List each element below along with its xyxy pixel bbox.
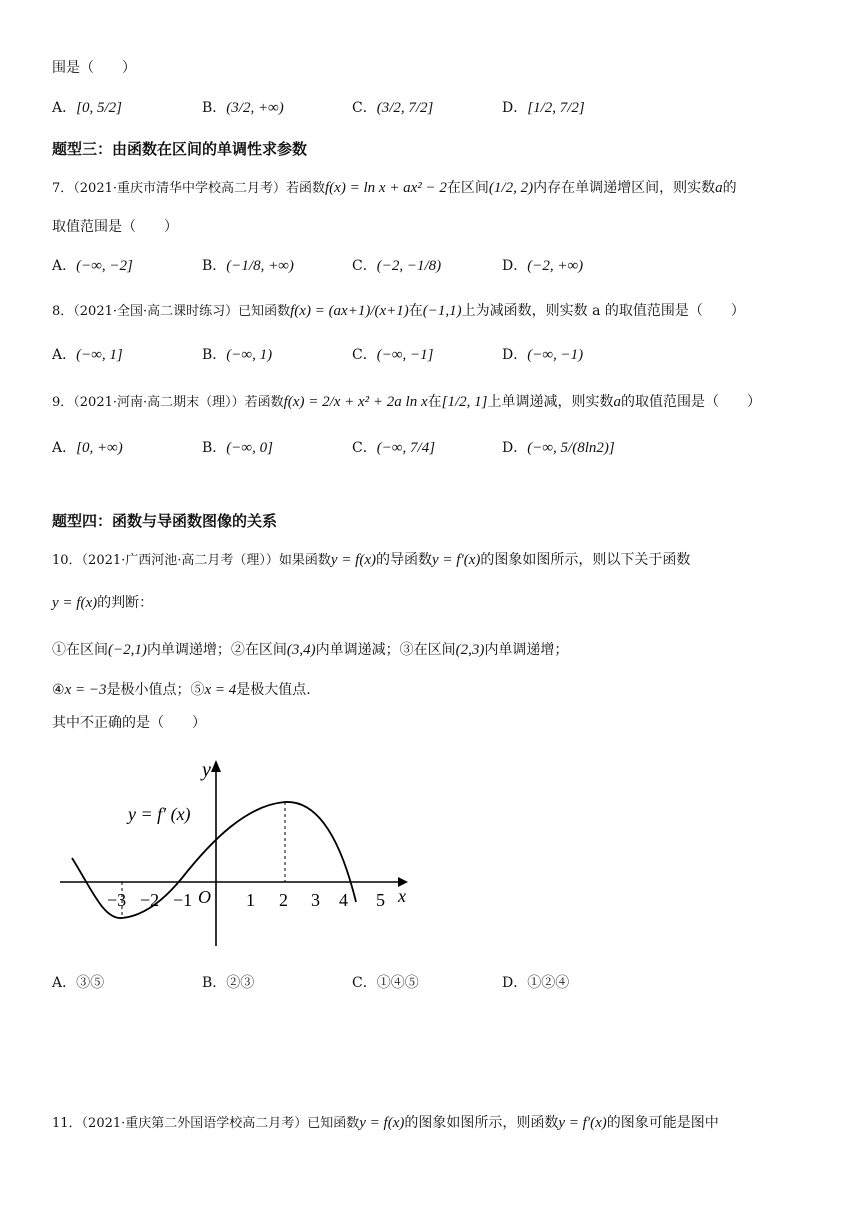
q8-stem: 8．（2021·全国·高二课时练习）已知函数f(x) = (ax+1)/(x+1)在(−1,1)上为减函数，则实数 a 的取值范围是（ ） <box>52 303 745 319</box>
q9-option-c[interactable]: C．(−∞, 7/4] <box>352 440 436 456</box>
x-tick-label: 1 <box>246 890 255 910</box>
q7-option-c[interactable]: C．(−2, −1/8) <box>352 258 442 274</box>
q8-option-d[interactable]: D．(−∞, −1) <box>502 347 584 363</box>
q9-stem: 9．（2021·河南·高二期末（理））若函数f(x) = 2/x + x² + 2a ln x在[1/2, 1]上单调递减，则实数a的取值范围是（ ） <box>52 394 761 410</box>
x-tick-label: −1 <box>173 890 193 910</box>
q8-option-b[interactable]: B．(−∞, 1) <box>202 347 273 363</box>
derivative-graph <box>52 750 432 960</box>
q10-option-a[interactable]: A．③⑤ <box>52 975 105 991</box>
x-axis-label: x <box>398 886 406 906</box>
q10-option-d[interactable]: D．①②④ <box>502 975 570 991</box>
x-tick-label: 4 <box>339 890 348 910</box>
q8-option-c[interactable]: C．(−∞, −1] <box>352 347 434 363</box>
q10-statements-2: ④x = −3是极小值点；⑤x = 4是极大值点. <box>52 682 311 698</box>
q8-option-a[interactable]: A．(−∞, 1] <box>52 347 123 363</box>
q10-statements-1: ①在区间(−2,1)内单调递增；②在区间(3,4)内单调递减；③在区间(2,3)内单调递增； <box>52 642 569 658</box>
x-tick-label: −3 <box>107 890 127 910</box>
x-tick-label: 2 <box>279 890 288 910</box>
y-axis-arrow <box>211 760 221 772</box>
q7-stem: 7．（2021·重庆市清华中学校高二月考）若函数f(x) = ln x + ax² − 2在区间(1/2, 2)内存在单调递增区间，则实数a的 <box>52 180 737 196</box>
y-axis-label: y <box>202 759 211 781</box>
q10-ask: 其中不正确的是（ ） <box>52 715 206 731</box>
q7-stem-line2: 取值范围是（ ） <box>52 219 178 235</box>
origin-label: O <box>198 887 211 907</box>
q10-stem-line1: 10．（2021·广西河池·高二月考（理））如果函数y = f(x)的导函数y = f′(x)的图象如图所示，则以下关于函数 <box>52 552 691 568</box>
q10-option-c[interactable]: C．①④⑤ <box>352 975 419 991</box>
q6-stem-tail: 围是（ ） <box>52 60 136 76</box>
q6-option-b[interactable]: B．(3/2, +∞) <box>202 100 284 116</box>
section-heading-4: 题型四：函数与导函数图像的关系 <box>52 512 278 530</box>
q6-option-d[interactable]: D．[1/2, 7/2] <box>502 100 585 116</box>
q7-option-d[interactable]: D．(−2, +∞) <box>502 258 584 274</box>
x-tick-label: 3 <box>311 890 320 910</box>
q9-option-d[interactable]: D．(−∞, 5/(8ln2)] <box>502 440 615 456</box>
q9-option-a[interactable]: A．[0, +∞) <box>52 440 123 456</box>
section-heading-3: 题型三：由函数在区间的单调性求参数 <box>52 140 308 158</box>
q10-option-b[interactable]: B．②③ <box>202 975 255 991</box>
curve-label: y = f′ (x) <box>128 804 191 824</box>
q7-option-b[interactable]: B．(−1/8, +∞) <box>202 258 294 274</box>
q6-option-a[interactable]: A．[0, 5/2] <box>52 100 122 116</box>
q9-option-b[interactable]: B．(−∞, 0] <box>202 440 273 456</box>
q11-stem: 11．（2021·重庆第二外国语学校高二月考）已知函数y = f(x)的图象如图所示，则函数y = f′(x)的图象可能是图中 <box>52 1115 719 1131</box>
x-tick-label: −2 <box>140 890 160 910</box>
q10-stem-line2: y = f(x)的判断： <box>52 595 154 611</box>
x-tick-label: 5 <box>376 890 385 910</box>
q6-option-c[interactable]: C．(3/2, 7/2] <box>352 100 434 116</box>
q7-option-a[interactable]: A．(−∞, −2] <box>52 258 133 274</box>
